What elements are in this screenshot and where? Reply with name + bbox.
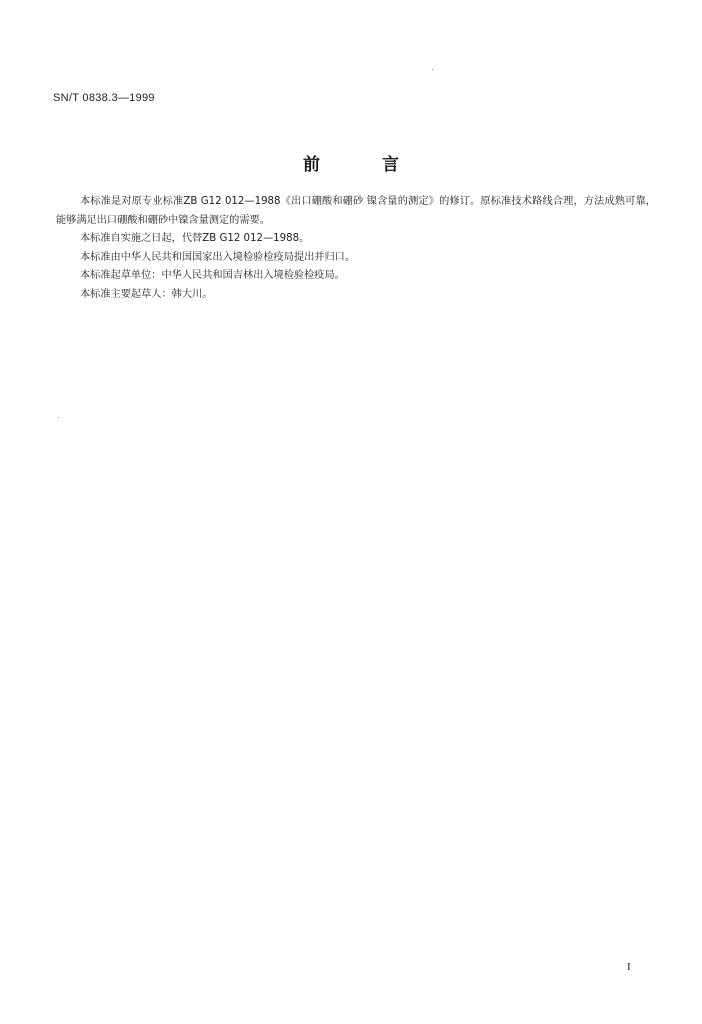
- page-number: I: [627, 961, 631, 973]
- scan-speck: [432, 69, 433, 70]
- foreword-paragraph: 本标准起草单位：中华人民共和国吉林出入境检验检疫局。: [80, 270, 345, 281]
- foreword-paragraph: 本标准自实施之日起，代替ZB G12 012—1988。: [80, 233, 310, 244]
- title-char-2: 言: [382, 155, 399, 175]
- page-title: [0, 150, 702, 175]
- scan-speck: [58, 417, 59, 418]
- title-char-1: 前: [303, 155, 320, 175]
- foreword-body: [56, 193, 656, 304]
- standard-code: SN/T 0838.3—1999: [53, 92, 155, 104]
- foreword-paragraph: 本标准由中华人民共和国国家出入境检验检疫局提出并归口。: [80, 251, 356, 263]
- foreword-paragraph: 本标准是对原专业标准ZB G12 012—1988《出口硼酸和硼砂 镍含量的测定》的修订。原标准技术路线合理，方法成熟可靠，能够满足出口硼酸和硼砂中镍含量测定的需要。: [56, 196, 656, 226]
- foreword-paragraph: 本标准主要起草人：韩大川。: [80, 288, 213, 300]
